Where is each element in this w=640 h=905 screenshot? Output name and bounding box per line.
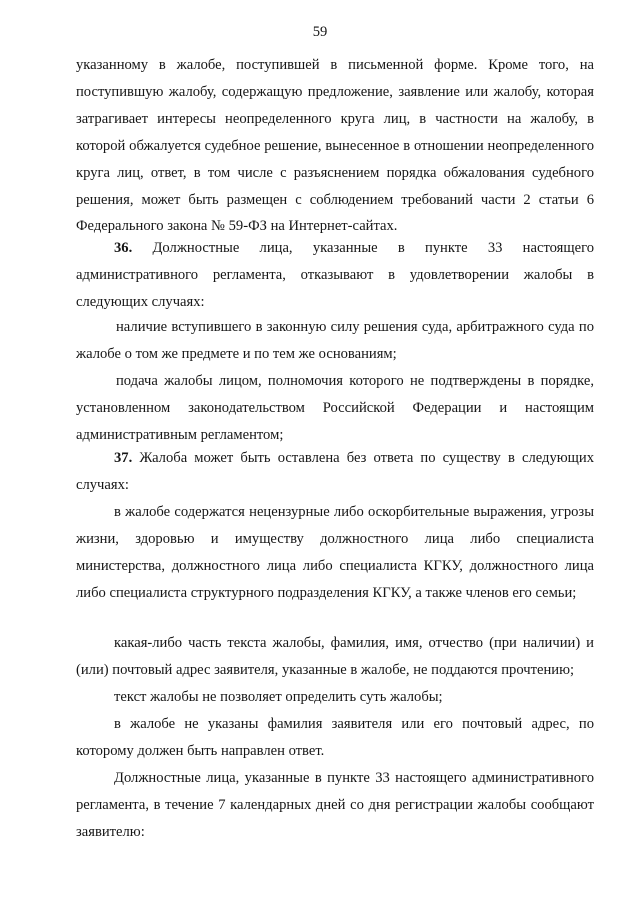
paragraph-notification: Должностные лица, указанные в пункте 33 настоящего административного регламента, в течение 7 календарных дней со дня регистрации жалобы сообщают заявителю: [76, 770, 594, 840]
paragraph-refusal-court-decision: наличие вступившего в законную силу решения суда, арбитражного суда по жалобе о том же предмете и по тем же основаниям; [76, 319, 594, 362]
paragraph-item-37 [76, 445, 594, 499]
paragraph-refusal-authority: подача жалобы лицом, полномочия которого не подтверждены в порядке, установленном законодательством Российской Федерации и настоящим административным регламентом; [76, 373, 594, 443]
item-36-text: Должностные лица, указанные в пункте 33 настоящего административного регламента, отказывают в удовлетворении жалобы в следующих случаях: [76, 240, 594, 310]
paragraph-unreadable: какая-либо часть текста жалобы, фамилия, имя, отчество (при наличии) и (или) почтовый адрес заявителя, указанные в жалобе, не поддаются прочтению; [76, 635, 594, 678]
page-number: 59 [312, 24, 328, 40]
item-number-36: 36. [114, 240, 133, 256]
paragraph-no-address: в жалобе не указаны фамилия заявителя или его почтовый адрес, по которому должен быть направлен ответ. [76, 716, 594, 759]
paragraph-obscene-language: в жалобе содержатся нецензурные либо оскорбительные выражения, угрозы жизни, здоровью и имуществу должностного лица либо специалиста министерства, должностного лица либо специалиста КГКУ, должностного лица либо специалиста структурного подразделения КГКУ, а также членов его семьи; [76, 504, 594, 601]
item-number-37: 37. [114, 450, 133, 466]
item-37-text: Жалоба может быть оставлена без ответа по существу в следующих случаях: [76, 450, 594, 493]
paragraph-item-36 [76, 235, 594, 316]
paragraph-continued: указанному в жалобе, поступившей в письменной форме. Кроме того, на поступившую жалобу, содержащую предложение, заявление или жалобу, которая затрагивает интересы неопределенного круга лиц, в частности на жалобу, в которой обжалуется судебное решение, вынесенное в отношении неопределенного круга лиц, ответ, в том числе с разъяснением порядка обжалования судебного решения, может быть размещен с соблюдением требований части 2 статьи 6 Федерального закона № 59-ФЗ на Интернет-сайтах. [76, 57, 594, 235]
paragraph-essence-undefined: текст жалобы не позволяет определить суть жалобы; [114, 689, 443, 705]
